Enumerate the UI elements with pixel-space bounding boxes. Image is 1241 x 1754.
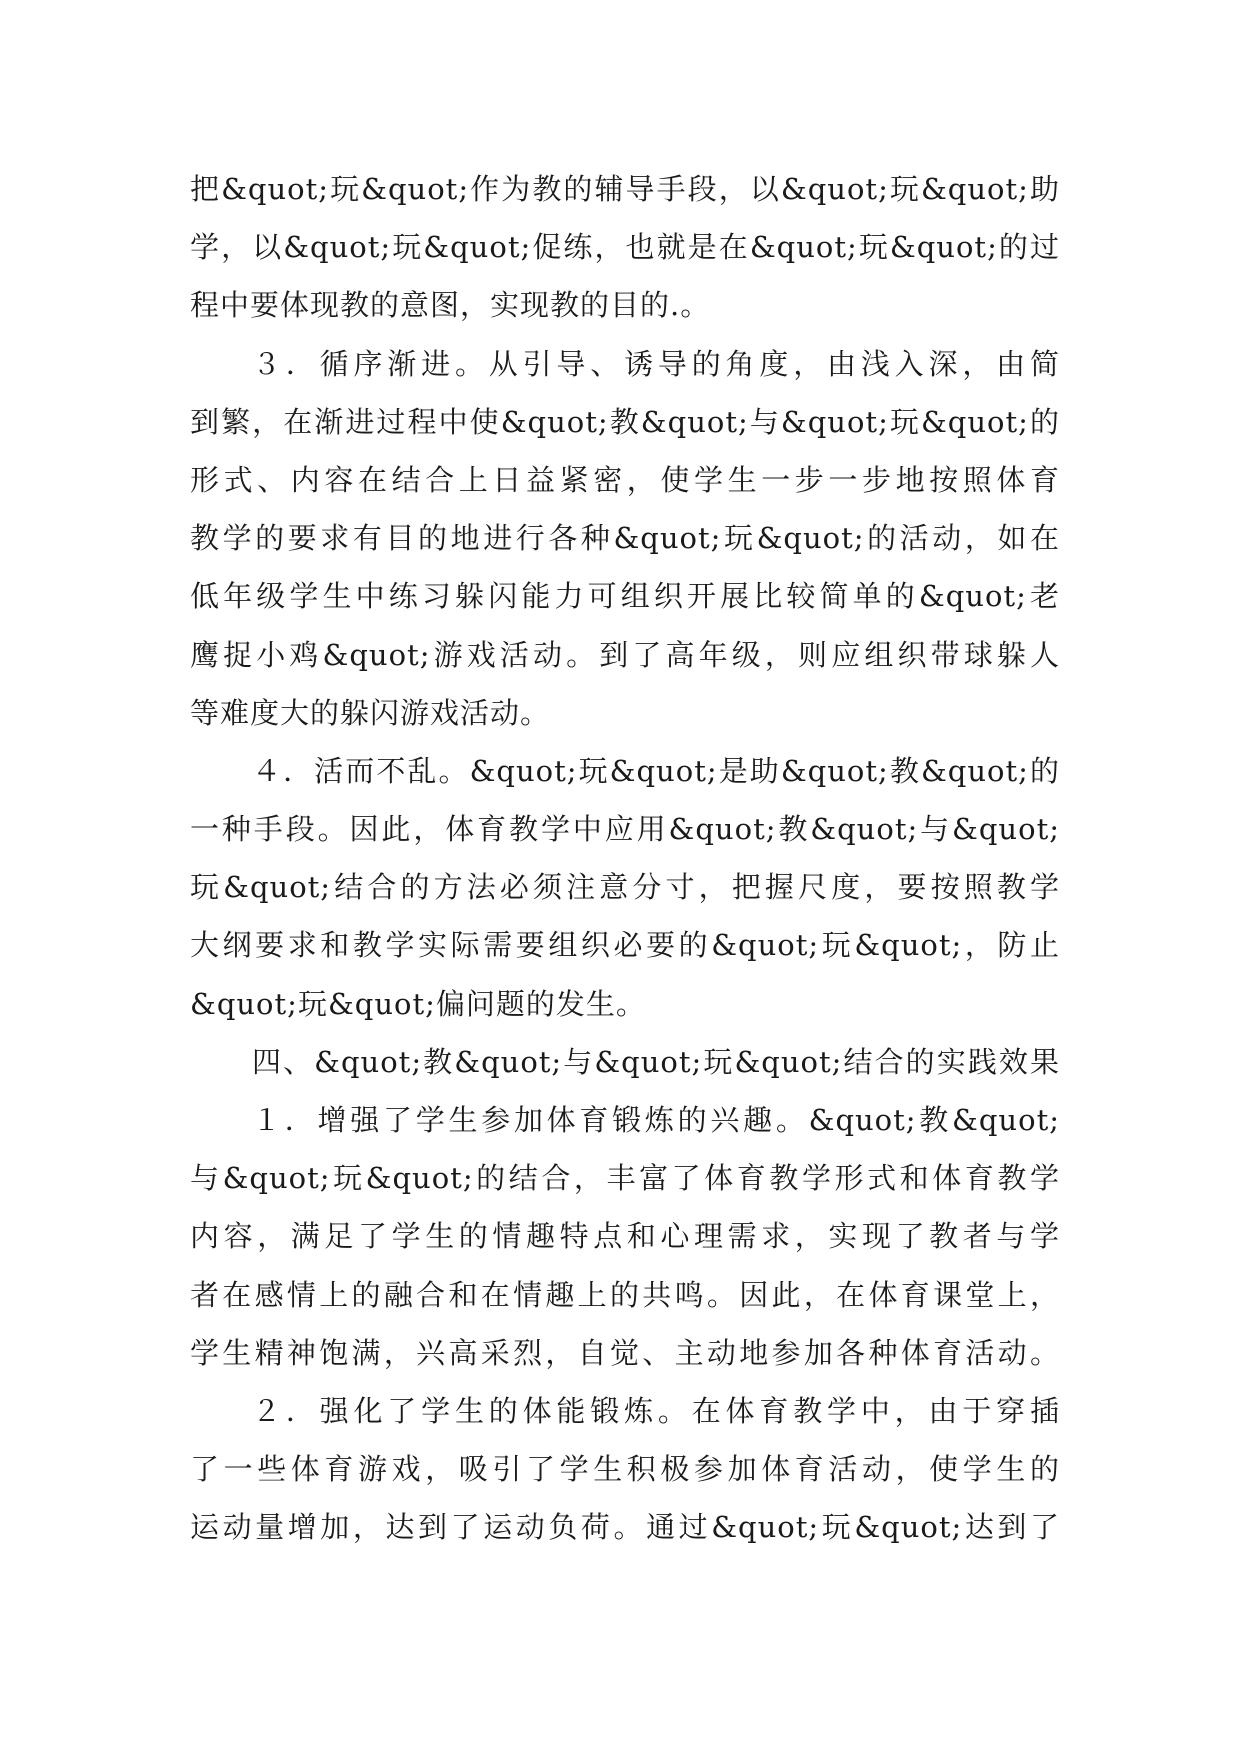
text-line-13: 玩&quot;结合的方法必须注意分寸，把握尺度，要按照教学 [190,870,1060,905]
text-line-21: 学生精神饱满，兴高采烈，自觉、主动地参加各种体育活动。 [190,1335,1060,1370]
text-line-7: 教学的要求有目的地进行各种&quot;玩&quot;的活动，如在 [190,521,1060,556]
text-line-12: 一种手段。因此，体育教学中应用&quot;教&quot;与&quot; [190,812,1060,847]
text-line-8: 低年级学生中练习躲闪能力可组织开展比较简单的&quot;老 [190,579,1060,614]
text-line-24: 运动量增加，达到了运动负荷。通过&quot;玩&quot;达到了 [190,1510,1060,1545]
text-line-19: 内容，满足了学生的情趣特点和心理需求，实现了教者与学 [190,1219,1060,1254]
text-line-3: 程中要体现教的意图，实现教的目的.。 [190,288,711,323]
text-line-20: 者在感情上的融合和在情趣上的共鸣。因此，在体育课堂上， [190,1277,1060,1312]
text-line-9: 鹰捉小鸡&quot;游戏活动。到了高年级，则应组织带球躲人 [190,637,1060,672]
body-text [190,160,1060,1557]
text-line-2: 学，以&quot;玩&quot;促练，也就是在&quot;玩&quot;的过 [190,230,1060,265]
section-heading: 四、&quot;教&quot;与&quot;玩&quot;结合的实践效果 [252,1044,1060,1079]
text-line-10: 等难度大的躲闪游戏活动。 [190,695,551,730]
text-line-23: 了一些体育游戏，吸引了学生积极参加体育活动，使学生的 [190,1452,1060,1487]
text-line-6: 形式、内容在结合上日益紧密，使学生一步一步地按照体育 [190,462,1060,497]
text-line-14: 大纲要求和教学实际需要组织必要的&quot;玩&quot;，防止 [190,928,1060,963]
text-line-5: 到繁，在渐进过程中使&quot;教&quot;与&quot;玩&quot;的 [190,404,1060,439]
text-line-15: &quot;玩&quot;偏问题的发生。 [190,986,646,1021]
text-line-18: 与&quot;玩&quot;的结合，丰富了体育教学形式和体育教学 [190,1161,1060,1196]
text-line-17: １．增强了学生参加体育锻炼的兴趣。&quot;教&quot; [252,1103,1060,1137]
text-line-1: 把&quot;玩&quot;作为教的辅导手段，以&quot;玩&quot;助 [190,172,1060,206]
text-line-11: ４．活而不乱。&quot;玩&quot;是助&quot;教&quot;的 [252,753,1060,788]
text-line-4: ３．循序渐进。从引导、诱导的角度，由浅入深，由简 [252,346,1060,381]
text-line-22: ２．强化了学生的体能锻炼。在体育教学中，由于穿插 [252,1393,1060,1428]
